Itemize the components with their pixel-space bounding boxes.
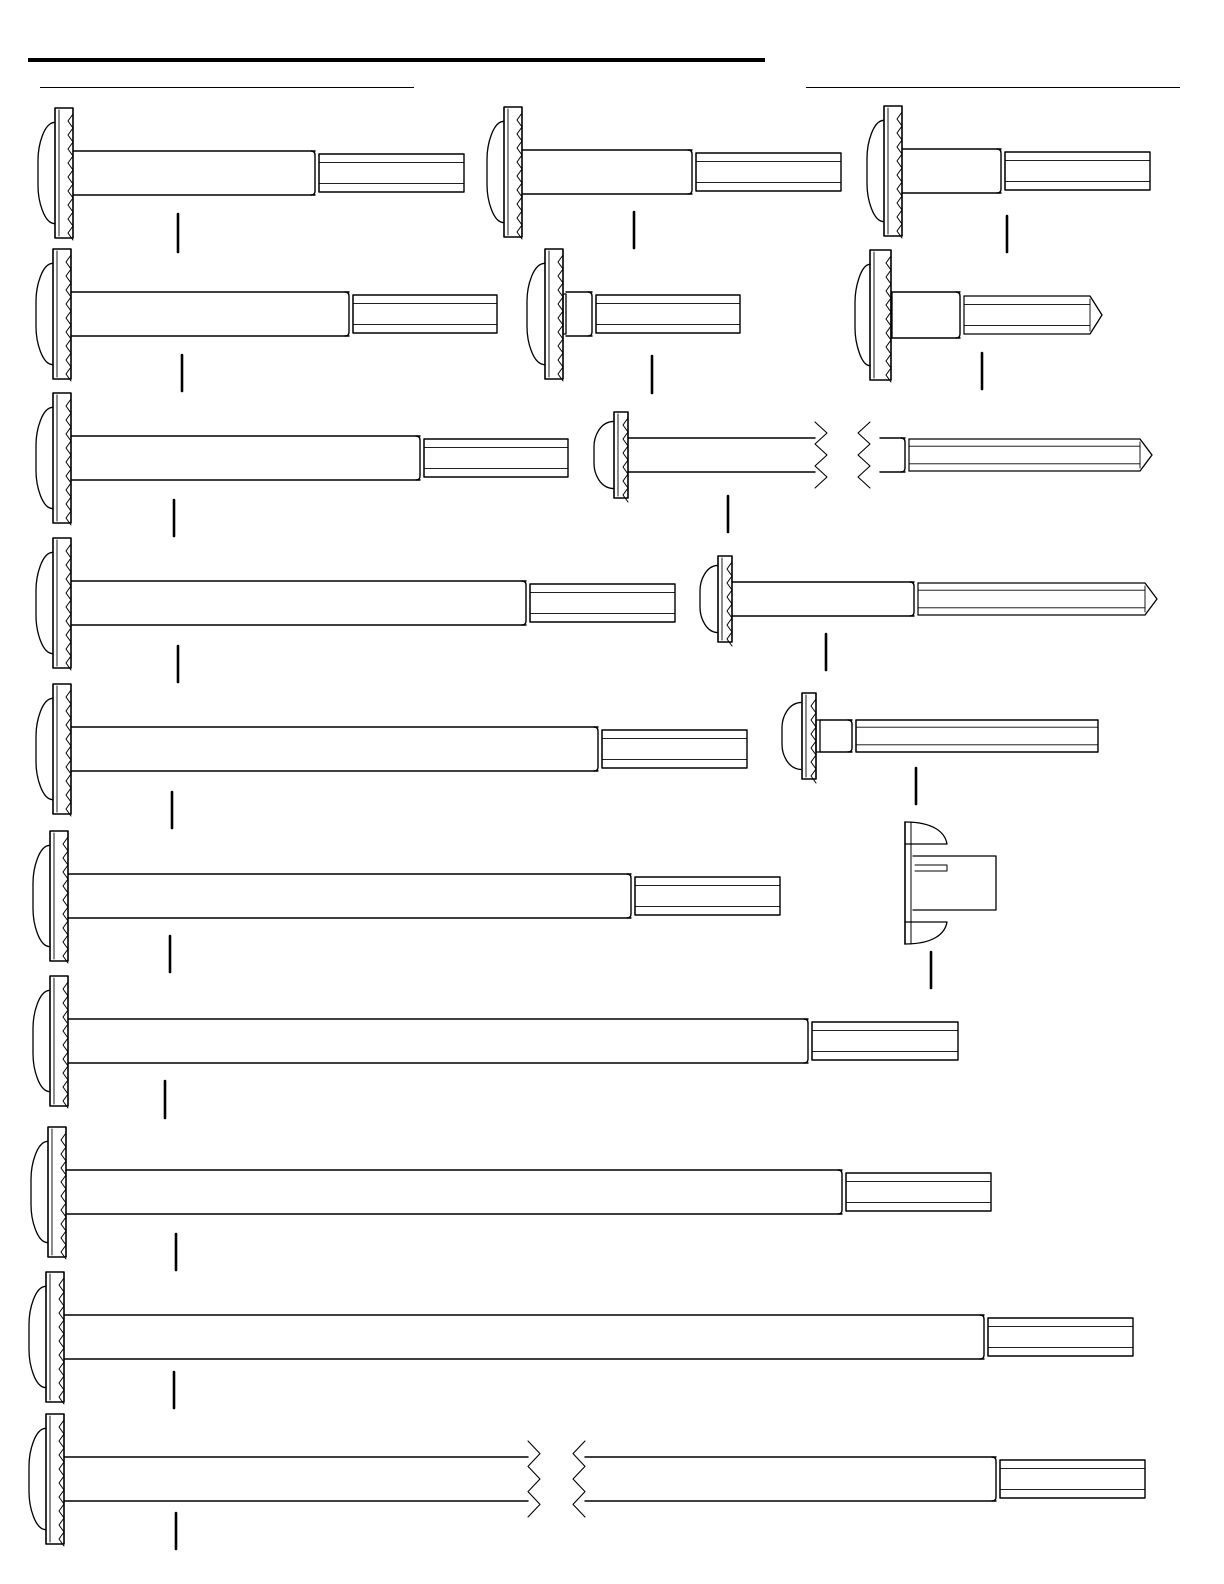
shaft [64, 1457, 528, 1501]
shoulder [522, 581, 526, 625]
thread [918, 583, 1157, 615]
shoulder [627, 874, 631, 918]
shoulder [992, 1457, 996, 1501]
bolt-r3-c1 [36, 393, 568, 536]
shaft [68, 874, 631, 918]
thread [696, 153, 841, 191]
screw-r4-c2 [700, 556, 1157, 670]
dome-head [29, 1286, 46, 1387]
thread [909, 439, 1152, 471]
bolt-r1-c1 [38, 108, 464, 252]
shoulder [901, 438, 905, 472]
collar [891, 293, 892, 337]
shoulder [416, 436, 420, 480]
dome-head [487, 121, 504, 222]
bolt-r1-c2 [487, 107, 841, 248]
shoulder [688, 150, 692, 194]
shoulder [997, 149, 1001, 193]
shaft-continued [585, 1457, 996, 1501]
bolt-r1-c3 [867, 106, 1150, 252]
shoulder [848, 720, 852, 752]
shaft [64, 1315, 984, 1359]
bolt-r6-c1 [33, 831, 780, 972]
screw-r2-c3 [855, 250, 1102, 389]
collar [816, 720, 820, 752]
shoulder [838, 1170, 842, 1214]
bolt-r9 [29, 1272, 1133, 1408]
shaft [71, 436, 420, 480]
dome-head [36, 698, 53, 799]
dome-head [855, 264, 870, 365]
shaft [71, 727, 598, 771]
shaft [820, 720, 852, 752]
thread [812, 1022, 958, 1060]
screw-r3-c2 [594, 412, 1152, 532]
shaft [71, 292, 349, 336]
thread [424, 439, 568, 477]
dome-head [594, 421, 614, 488]
shaft-continued [880, 438, 905, 472]
bolt-r4-c1 [36, 538, 675, 682]
thread [1005, 152, 1150, 190]
dome-head [38, 122, 55, 223]
thread [856, 720, 1098, 752]
dome-head [867, 120, 884, 221]
shoulder [345, 292, 349, 336]
shoulder [980, 1315, 984, 1359]
shaft [66, 1170, 842, 1214]
shaft [732, 582, 914, 616]
thread [530, 584, 675, 622]
flange [870, 250, 891, 380]
thread [635, 877, 780, 915]
dome-head [36, 263, 53, 364]
thread [319, 154, 464, 192]
shaft [902, 149, 1001, 193]
bolt-r5-c1 [36, 684, 747, 828]
shoulder [594, 727, 598, 771]
barrel [913, 856, 996, 910]
bolt-r7 [33, 976, 958, 1118]
bolt-r10 [29, 1414, 1145, 1549]
thread [846, 1173, 991, 1211]
slot [915, 865, 947, 871]
dome-head [29, 1428, 46, 1529]
shaft [892, 292, 960, 338]
dome-head [782, 702, 802, 769]
shaft [628, 438, 815, 472]
shoulder [588, 292, 592, 336]
shaft [522, 150, 692, 194]
shoulder [910, 582, 914, 616]
shoulder [956, 292, 960, 338]
shaft [71, 581, 526, 625]
thread [988, 1318, 1133, 1356]
bolt-r5-c2 [782, 693, 1098, 804]
shoulder [804, 1019, 808, 1063]
thread [596, 295, 740, 333]
dome-head [527, 263, 545, 364]
shoulder [311, 151, 315, 195]
collar [563, 294, 566, 334]
dome-head [36, 552, 53, 653]
shaft [566, 292, 592, 336]
thread [602, 730, 747, 768]
dome-head [31, 1141, 48, 1242]
bolt-r2-c1 [36, 249, 497, 391]
bolt-r2-c2 [527, 249, 740, 393]
shaft [68, 1019, 808, 1063]
thread [353, 295, 497, 333]
dome-head [33, 990, 50, 1091]
dome-head [33, 845, 50, 946]
thread [1000, 1460, 1145, 1498]
dome-head [36, 407, 53, 508]
cap-nut-r6-c2 [905, 822, 996, 988]
thread [964, 296, 1102, 334]
shaft [73, 151, 315, 195]
dome-head [700, 565, 718, 632]
bolt-r8 [31, 1127, 991, 1270]
